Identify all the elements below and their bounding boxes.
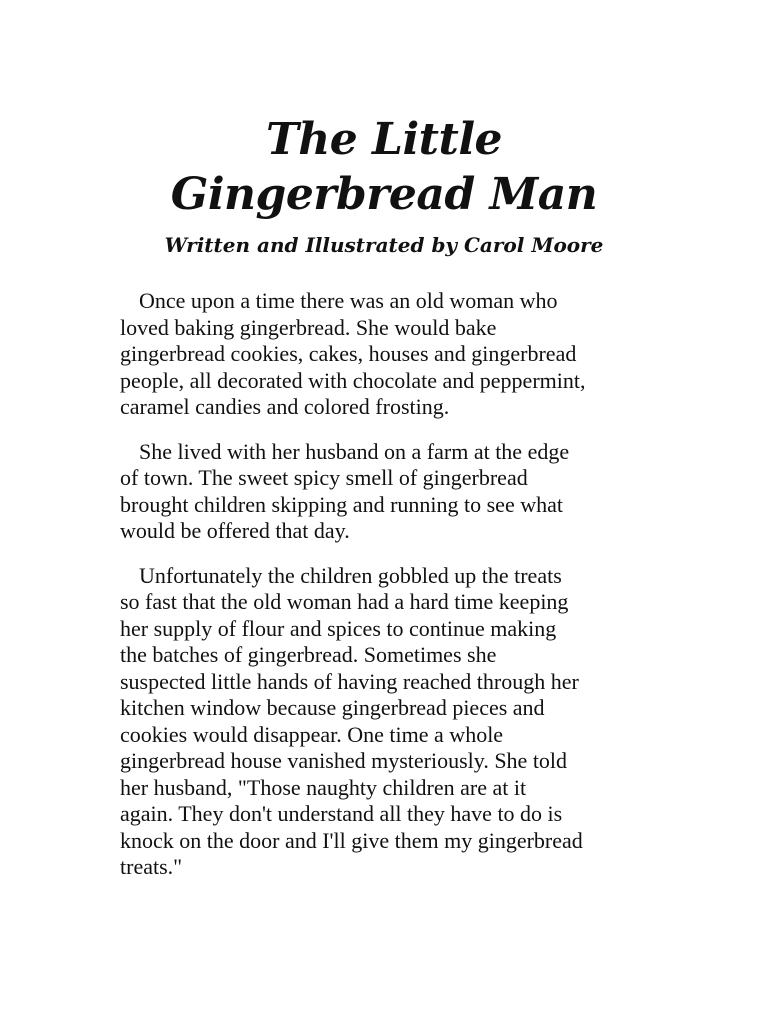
paragraph-2 [120, 439, 660, 545]
paragraph-line: knock on the door and I'll give them my gingerbread [120, 827, 583, 853]
paragraph-line: caramel candies and colored frosting. [120, 394, 450, 419]
paragraph-1 [120, 288, 660, 421]
paragraph-line: loved baking gingerbread. She would bake [120, 314, 497, 340]
paragraph-line: gingerbread cookies, cakes, houses and gingerbread [120, 341, 577, 366]
paragraph-line: her supply of flour and spices to continue making [120, 615, 557, 641]
paragraph-line: would be offered that day. [120, 518, 350, 543]
page-title [0, 112, 768, 222]
paragraph-line: cookies would disappear. One time a whole [120, 721, 504, 747]
paragraph-line: brought children skipping and running to see what [120, 491, 563, 517]
title-line-2: Gingerbread Man [170, 169, 598, 220]
paragraph-line: again. They don't understand all they have to do is [120, 801, 563, 826]
byline: Written and Illustrated by Carol Moore [164, 233, 604, 257]
paragraph-line: gingerbread house vanished mysteriously. She told [120, 748, 568, 773]
paragraph-line: Unfortunately the children gobbled up the treats [139, 562, 562, 588]
paragraph-line: her husband, "Those naughty children are at it [120, 774, 527, 800]
paragraph-line: so fast that the old woman had a hard time keeping [120, 589, 569, 614]
paragraph-line: suspected little hands of having reached through her [120, 668, 579, 694]
paragraph-line: treats." [120, 854, 183, 879]
story-body [120, 288, 660, 899]
paragraph-line: kitchen window because gingerbread pieces and [120, 695, 545, 720]
paragraph-line: She lived with her husband on a farm at the edge [139, 438, 570, 464]
paragraph-line: people, all decorated with chocolate and peppermint, [120, 367, 586, 393]
paragraph-line: the batches of gingerbread. Sometimes she [120, 642, 497, 667]
paragraph-3 [120, 563, 660, 881]
paragraph-line: Once upon a time there was an old woman who [139, 288, 558, 313]
title-line-1: The Little [265, 114, 503, 165]
paragraph-line: of town. The sweet spicy smell of gingerbread [120, 465, 528, 490]
